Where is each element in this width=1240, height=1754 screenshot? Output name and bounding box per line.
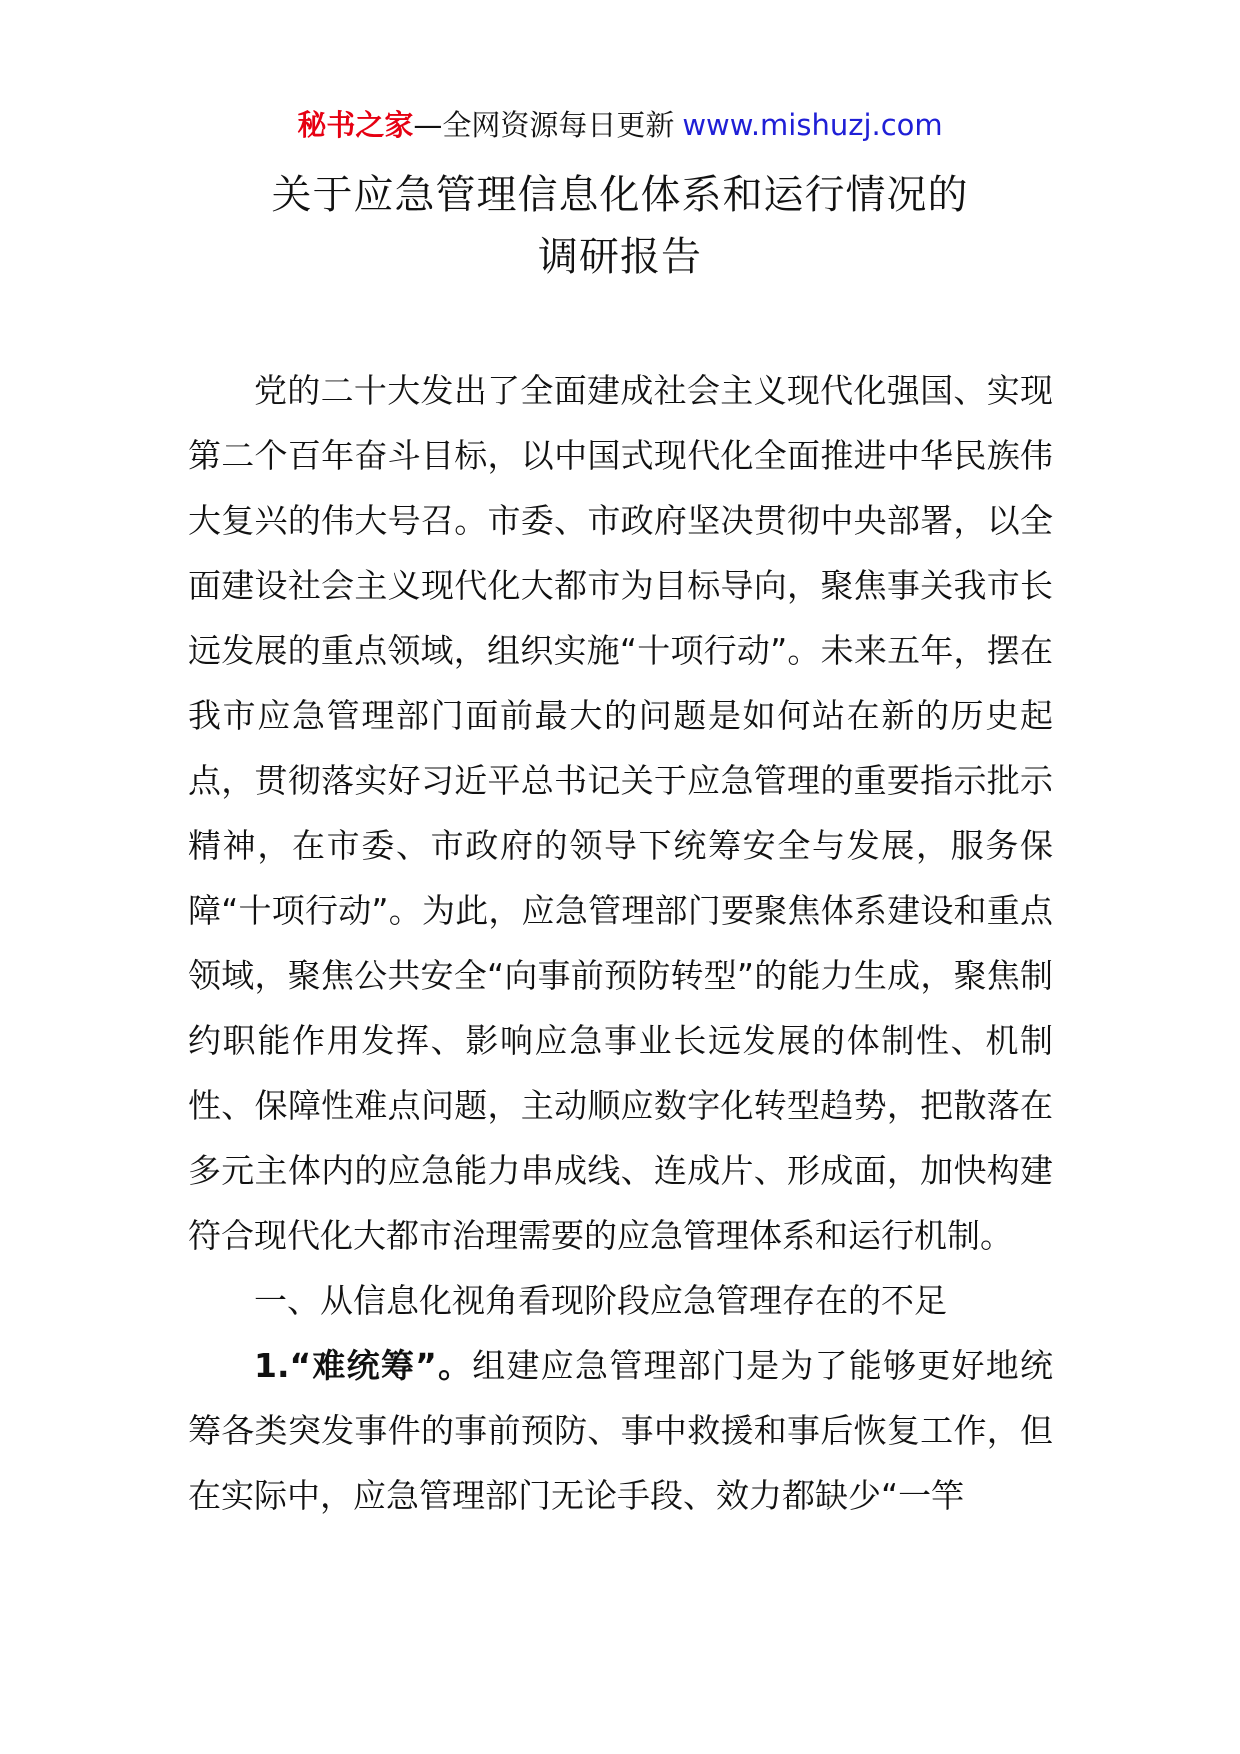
point-1-label: 1.“难统筹”。 — [254, 1346, 473, 1385]
point-1-paragraph — [188, 1333, 1053, 1528]
document-body — [188, 358, 1053, 1528]
brand-name: 秘书之家 — [297, 108, 414, 142]
title-line-2: 调研报告 — [538, 234, 702, 280]
intro-paragraph: 党的二十大发出了全面建成社会主义现代化强国、实现第二个百年奋斗目标，以中国式现代化全面推进中华民族伟大复兴的伟大号召。市委、市政府坚决贯彻中央部署，以全面建设社会主义现代化大都市为目标导向，聚焦事关我市长远发展的重点领域，组织实施“十项行动”。未来五年，摆在我市应急管理部门面前最大的问题是如何站在新的历史起点，贯彻落实好习近平总书记关于应急管理的重要指示批示精神，在市委、市政府的领导下统筹安全与发展，服务保障“十项行动”。为此，应急管理部门要聚焦体系建设和重点领域，聚焦公共安全“向事前预防转型”的能力生成，聚焦制约职能作用发挥、影响应急事业长远发展的体制性、机制性、保障性难点问题，主动顺应数字化转型趋势，把散落在多元主体内的应急能力串成线、连成片、形成面，加快构建符合现代化大都市治理需要的应急管理体系和运行机制。 — [188, 371, 1053, 1255]
point-1-text: 组建应急管理部门是为了能够更好地统筹各类突发事件的事前预防、事中救援和事后恢复工作，但在实际中，应急管理部门无论手段、效力都缺少“一竿 — [188, 1346, 1054, 1515]
site-url-link[interactable]: www.mishuzj.com — [682, 108, 943, 142]
section-heading-1: 一、从信息化视角看现阶段应急管理存在的不足 — [254, 1281, 947, 1320]
document-title — [0, 164, 1240, 288]
title-line-1: 关于应急管理信息化体系和运行情况的 — [271, 172, 969, 218]
watermark-header — [0, 103, 1240, 147]
header-slogan: —全网资源每日更新 — [413, 108, 675, 142]
